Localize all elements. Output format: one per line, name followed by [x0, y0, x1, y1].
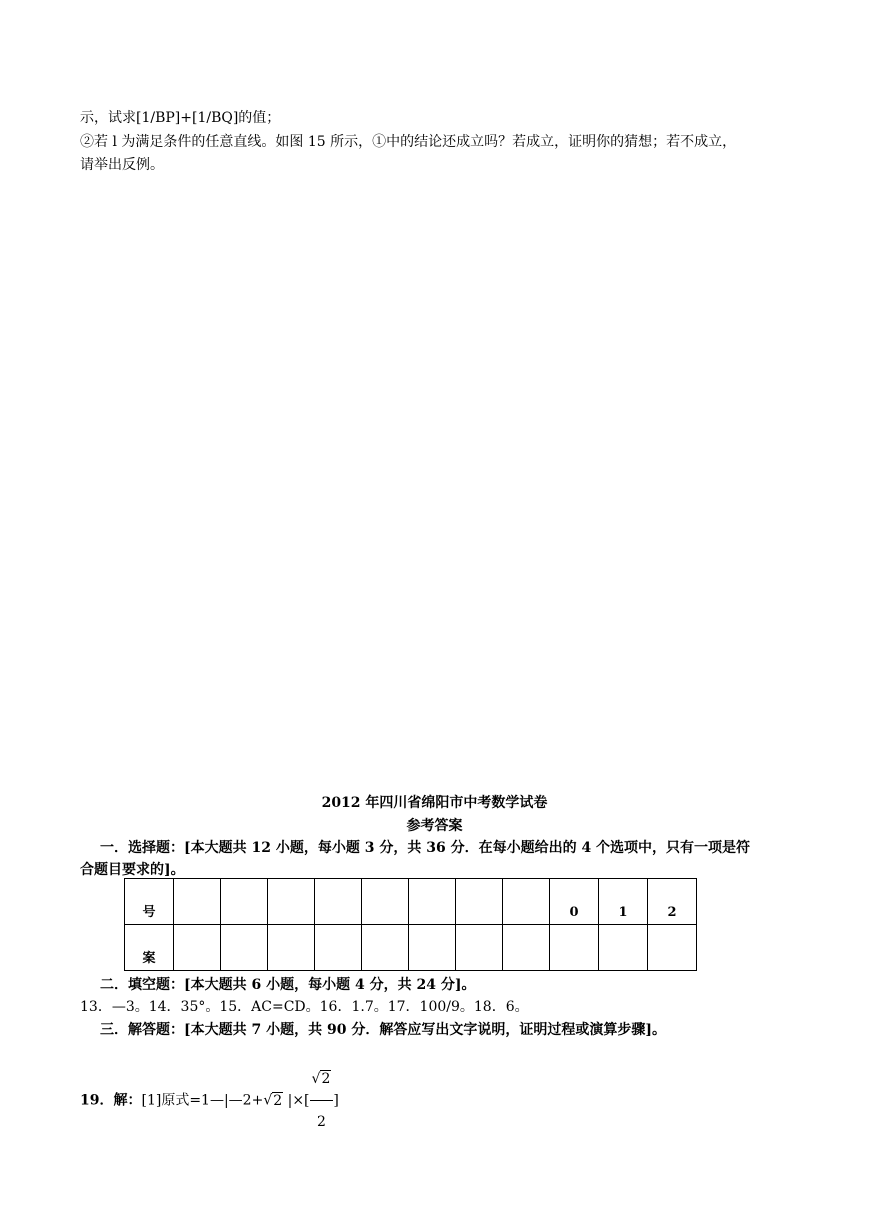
table-row: [125, 925, 697, 971]
table-cell: [503, 925, 550, 971]
table-cell: [503, 879, 550, 925]
table-cell: [221, 925, 268, 971]
q19-label: 19．解：: [80, 1092, 142, 1109]
section1-heading-cont: 合题目要求的]。: [80, 862, 185, 878]
choice-answer-table: [124, 878, 697, 971]
table-cell: 2: [648, 879, 697, 925]
table-cell: [221, 879, 268, 925]
table-cell: [362, 925, 409, 971]
table-cell: [648, 925, 697, 971]
table-cell: 号: [125, 879, 174, 925]
table-cell: [362, 879, 409, 925]
sqrt-expression: √2: [263, 1092, 283, 1109]
problem-text-line-2: ②若 l 为满足条件的任意直线。如图 15 所示，①中的结论还成立吗？若成立，证明你的猜想；若不成立，: [80, 134, 737, 150]
table-cell: [174, 925, 221, 971]
section1-heading: 一．选择题：[本大题共 12 小题，每小题 3 分，共 36 分．在每小题给出的 4 个选项中，只有一项是符: [100, 840, 751, 856]
table-cell: [550, 925, 599, 971]
section2-heading: 二．填空题：[本大题共 6 小题，每小题 4 分，共 24 分]。: [100, 977, 476, 993]
table-cell: [409, 925, 456, 971]
fill-answers: 13．—3。14．35°。15．AC=CD。16．1.7。17．100/9。18．6。: [80, 999, 529, 1015]
q19-close: ]: [333, 1092, 339, 1109]
problem-text-line-3: 请举出反例。: [80, 157, 164, 173]
table-cell: [599, 925, 648, 971]
problem-text-line-1: 示，试求[1/BP]+[1/BQ]的值；: [80, 110, 281, 126]
table-cell: 1: [599, 879, 648, 925]
table-cell: [456, 879, 503, 925]
section3-heading: 三．解答题：[本大题共 7 小题，共 90 分．解答应写出文字说明，证明过程或演算步骤]。: [100, 1022, 666, 1038]
answer-subtitle: 参考答案: [406, 818, 463, 834]
table-cell: [268, 879, 315, 925]
table-cell: 案: [125, 925, 174, 971]
q19-answer: [80, 1058, 339, 1143]
table-cell: 0: [550, 879, 599, 925]
table-cell: [456, 925, 503, 971]
table-cell: [268, 925, 315, 971]
table-cell: [174, 879, 221, 925]
table-row: [125, 879, 697, 925]
table-cell: [409, 879, 456, 925]
q19-expression: [1]原式=1—|—2+: [141, 1092, 264, 1109]
table-cell: [315, 879, 362, 925]
table-cell: [315, 925, 362, 971]
answer-title: 2012 年四川省绵阳市中考数学试卷: [321, 795, 548, 811]
fraction: $\frac{√2}{2}$: [310, 1058, 334, 1143]
q19-expression-cont: |×[: [283, 1092, 310, 1109]
